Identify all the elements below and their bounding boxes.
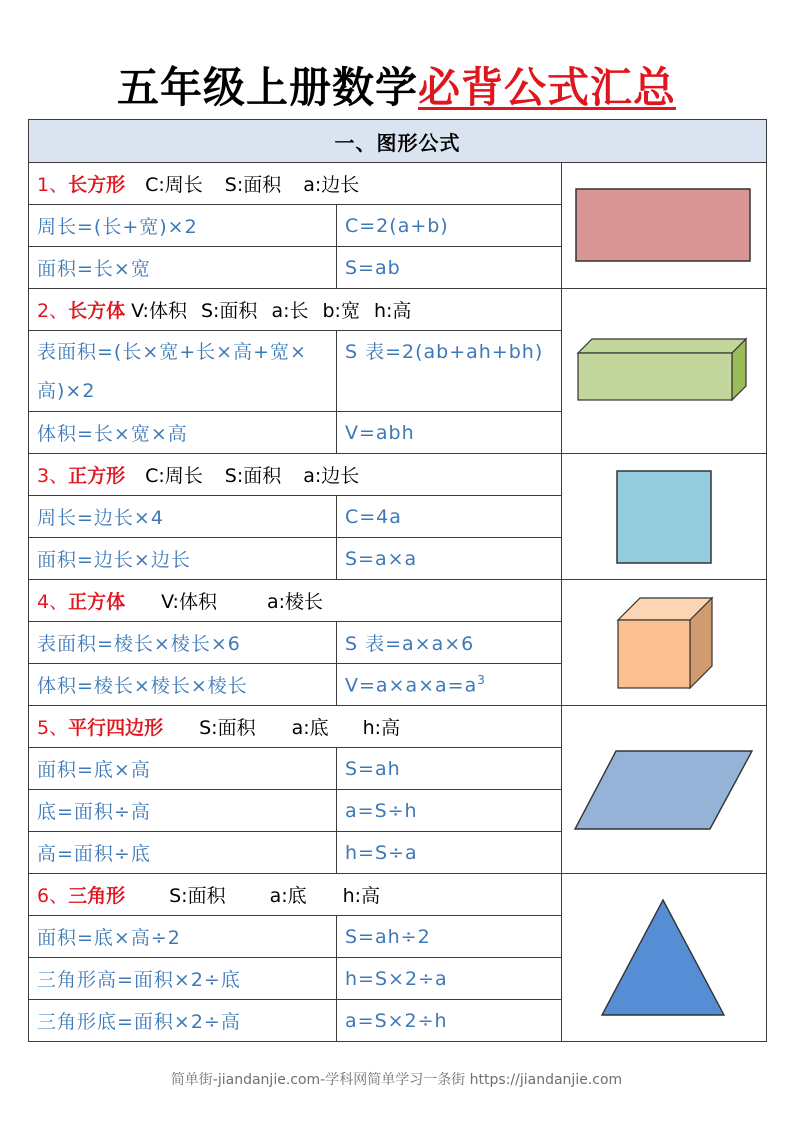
cube-front-face (618, 620, 690, 688)
group-header-cube (29, 580, 767, 622)
formula-symbolic: V=abh (337, 412, 562, 454)
rectangle-shape (576, 189, 750, 261)
parallelogram-shape-cell (562, 706, 767, 874)
group-number: 2、 (37, 300, 69, 322)
variable: C:周长 (145, 465, 203, 487)
group-name: 长方体 (68, 300, 126, 322)
formula-text: 表面积=棱长×棱长×6 (29, 622, 337, 664)
triangle-shape-cell (562, 874, 767, 1042)
group-header-parallelogram (29, 706, 767, 748)
title-black: 五年级上册数学 (116, 63, 418, 112)
cube-figure (614, 594, 714, 692)
formula-text: 底=面积÷高 (29, 790, 337, 832)
square-figure (614, 468, 714, 566)
group-number: 3、 (37, 465, 69, 487)
group-header-rectangle (29, 163, 767, 205)
variable: h:高 (362, 717, 401, 739)
formula-exponent: 3 (477, 672, 486, 687)
formula-text: 周长=(长+宽)×2 (29, 205, 337, 247)
formula-base: V=a×a×a=a (345, 674, 478, 697)
parallelogram-figure (572, 748, 756, 832)
group-header-cuboid (29, 289, 767, 331)
rectangle-figure (574, 186, 754, 266)
cuboid-top-face (578, 339, 746, 353)
formula-table (28, 119, 767, 1042)
formula-symbolic (337, 664, 562, 706)
variable: b:宽 (322, 300, 360, 322)
variable: S:面积 (224, 174, 282, 196)
variable: a:底 (291, 717, 329, 739)
formula-symbolic: a=S×2÷h (337, 1000, 562, 1042)
formula-symbolic: S=a×a (337, 538, 562, 580)
variable: a:边长 (303, 174, 360, 196)
square-shape-cell (562, 454, 767, 580)
formula-symbolic: C=2(a+b) (337, 205, 562, 247)
formula-text: 体积=长×宽×高 (29, 412, 337, 454)
formula-text: 面积=底×高÷2 (29, 916, 337, 958)
variable: a:棱长 (266, 591, 324, 613)
cuboid-shape-cell (562, 289, 767, 454)
title-red: 必背公式汇总 (418, 63, 677, 112)
group-name: 平行四边形 (68, 717, 164, 739)
formula-symbolic: h=S×2÷a (337, 958, 562, 1000)
formula-text: 三角形高=面积×2÷底 (29, 958, 337, 1000)
variable: h:高 (342, 885, 381, 907)
variable: a:边长 (303, 465, 360, 487)
group-header-triangle (29, 874, 767, 916)
group-number: 5、 (37, 717, 69, 739)
parallelogram-shape (575, 751, 752, 829)
formula-text: 面积=边长×边长 (29, 538, 337, 580)
variable: a:底 (269, 885, 307, 907)
group-number: 4、 (37, 591, 69, 613)
variable: a:长 (271, 300, 309, 322)
variable: C:周长 (145, 174, 203, 196)
formula-text: 体积=棱长×棱长×棱长 (29, 664, 337, 706)
formula-text: 面积=长×宽 (29, 247, 337, 289)
formula-symbolic: C=4a (337, 496, 562, 538)
variable: V:体积 (161, 591, 217, 613)
formula-symbolic: S=ab (337, 247, 562, 289)
formula-symbolic: S=ah (337, 748, 562, 790)
formula-text: 高=面积÷底 (29, 832, 337, 874)
variable: S:面积 (200, 300, 258, 322)
variable: S:面积 (224, 465, 282, 487)
cube-shape-cell (562, 580, 767, 706)
variable: V:体积 (131, 300, 187, 322)
group-name: 正方形 (68, 465, 126, 487)
formula-text: 表面积=(长×宽+长×高+宽×高)×2 (29, 331, 337, 412)
section-title: 一、图形公式 (29, 120, 767, 163)
group-name: 三角形 (68, 885, 126, 907)
group-name: 长方形 (68, 174, 126, 196)
formula-text: 面积=底×高 (29, 748, 337, 790)
triangle-shape (602, 900, 724, 1015)
section-header-row (29, 120, 767, 163)
variable: S:面积 (199, 717, 256, 739)
formula-text: 周长=边长×4 (29, 496, 337, 538)
group-header-square (29, 454, 767, 496)
square-shape (617, 471, 711, 563)
variable: h:高 (373, 300, 412, 322)
formula-text: 三角形底=面积×2÷高 (29, 1000, 337, 1042)
group-name: 正方体 (68, 591, 126, 613)
formula-symbolic: S=ah÷2 (337, 916, 562, 958)
group-number: 6、 (37, 885, 69, 907)
group-number: 1、 (37, 174, 69, 196)
cuboid-figure (574, 336, 754, 406)
cuboid-front-face (578, 353, 732, 400)
page-title (0, 58, 793, 118)
rectangle-shape-cell (562, 163, 767, 289)
formula-symbolic: a=S÷h (337, 790, 562, 832)
page-footer: 简单街-jiandanjie.com-学科网简单学习一条街 https://jiandanjie.com (170, 1072, 623, 1088)
variable: S:面积 (169, 885, 226, 907)
formula-symbolic: S 表=2(ab+ah+bh) (337, 331, 562, 412)
formula-symbolic: h=S÷a (337, 832, 562, 874)
formula-symbolic: S 表=a×a×6 (337, 622, 562, 664)
triangle-figure (599, 897, 729, 1019)
